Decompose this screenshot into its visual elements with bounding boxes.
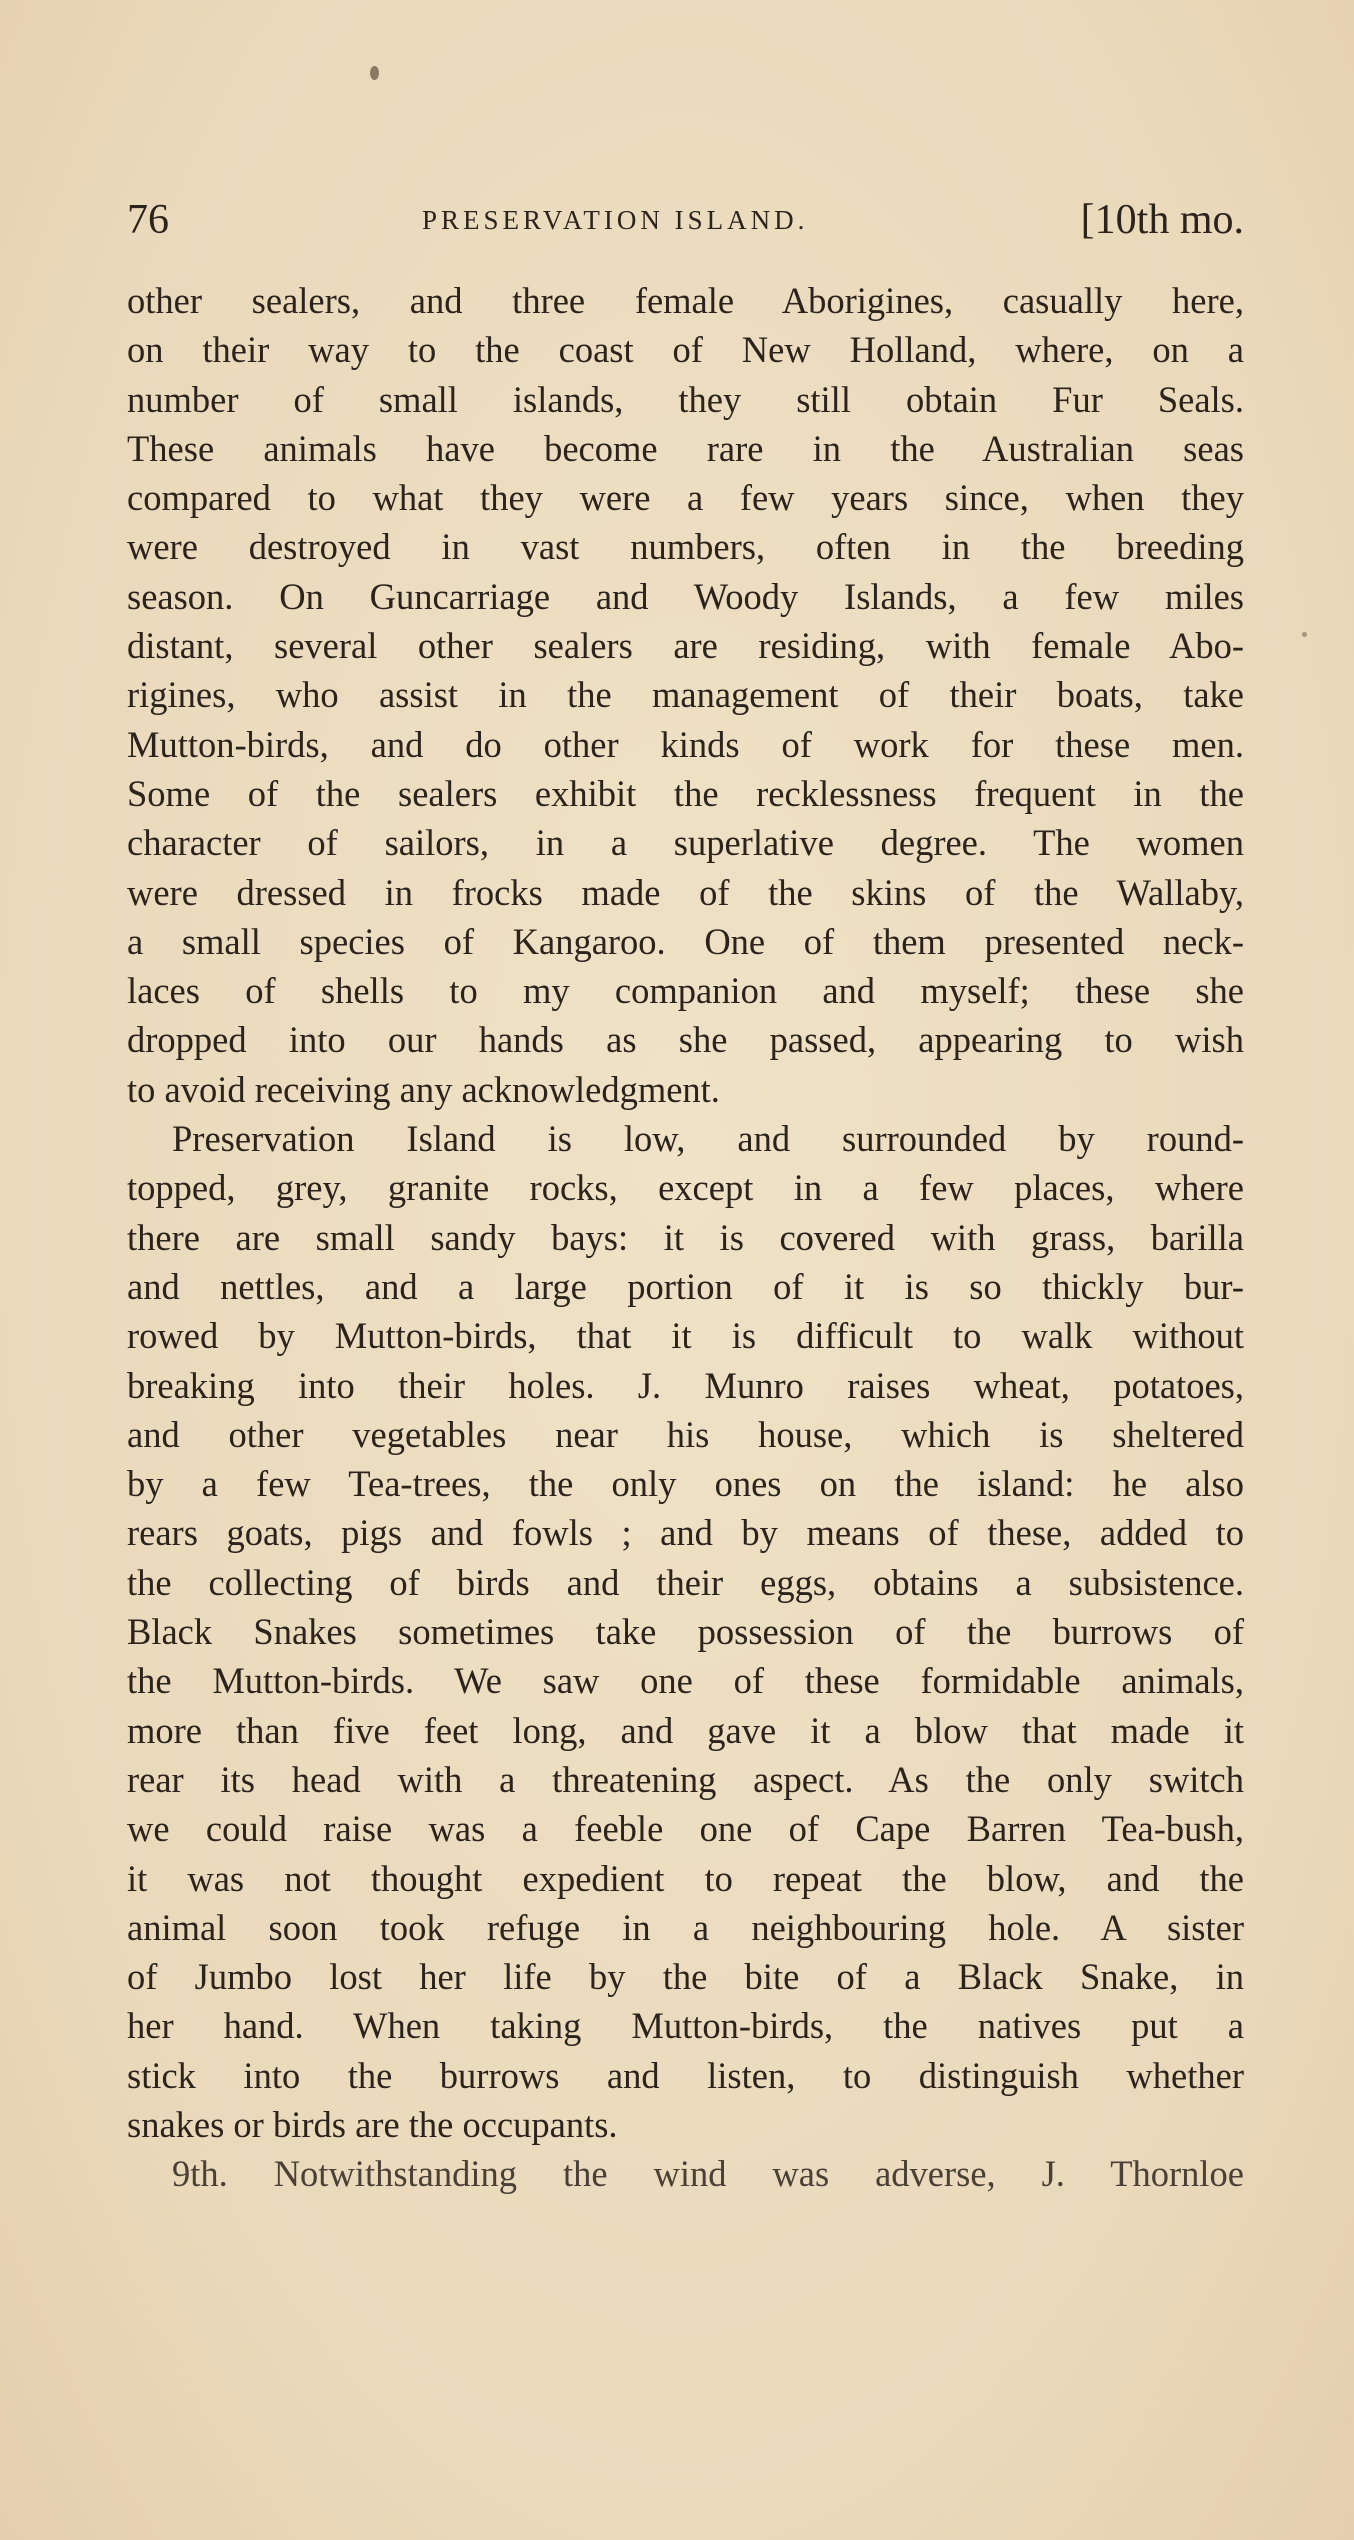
text-line: These animals have become rare in the Australian seas [127, 427, 1244, 469]
text-line: of Jumbo lost her life by the bite of a Black Snake, in [127, 1956, 1244, 1998]
text-line: there are small sandy bays: it is covered with grass, barilla [127, 1216, 1244, 1258]
running-head [127, 190, 1244, 250]
text-line: Black Snakes sometimes take possession of the burrows of [127, 1611, 1244, 1653]
text-line: the collecting of birds and their eggs, obtains a subsistence. [127, 1561, 1244, 1603]
page-number: 76 [127, 197, 169, 243]
text-line: we could raise was a feeble one of Cape Barren Tea-bush, [127, 1808, 1244, 1850]
text-line: other sealers, and three female Aborigines, casually here, [127, 280, 1244, 321]
text-line: and nettles, and a large portion of it is so thickly bur- [127, 1265, 1244, 1307]
text-line: Some of the sealers exhibit the recklessness frequent in the [127, 772, 1244, 814]
text-line: more than five feet long, and gave it a blow that made it [127, 1709, 1244, 1751]
text-line: were dressed in frocks made of the skins of the Wallaby, [127, 871, 1244, 913]
text-line: rear its head with a threatening aspect. As the only switch [127, 1758, 1244, 1800]
paragraph-end-line: to avoid receiving any acknowledgment. [127, 1068, 720, 1110]
ink-speck [370, 66, 379, 80]
text-line: character of sailors, in a superlative degree. The women [127, 822, 1244, 864]
text-line: rigines, who assist in the management of their boats, take [127, 674, 1244, 716]
text-line: rears goats, pigs and fowls ; and by means of these, added to [127, 1512, 1244, 1554]
text-line: dropped into our hands as she passed, appearing to wish [127, 1019, 1244, 1061]
text-line: were destroyed in vast numbers, often in the breeding [127, 526, 1244, 568]
text-line: a small species of Kangaroo. One of them presented neck- [127, 920, 1244, 962]
text-line: number of small islands, they still obtain Fur Seals. [127, 378, 1244, 420]
text-line: distant, several other sealers are residing, with female Abo- [127, 625, 1244, 667]
body-text [127, 276, 1244, 2199]
text-line: topped, grey, granite rocks, except in a few places, where [127, 1167, 1244, 1209]
text-line: laces of shells to my companion and myself; these she [127, 970, 1244, 1012]
running-title: PRESERVATION ISLAND. [422, 205, 809, 235]
text-line: on their way to the coast of New Holland, where, on a [127, 329, 1244, 371]
text-line: compared to what they were a few years since, when they [127, 477, 1244, 519]
date-marker: [10th mo. [1080, 197, 1244, 243]
text-line: the Mutton-birds. We saw one of these formidable animals, [127, 1660, 1244, 1702]
text-line: breaking into their holes. J. Munro raises wheat, potatoes, [127, 1364, 1244, 1406]
paragraph-end-line: snakes or birds are the occupants. [127, 2103, 618, 2145]
paragraph-start-line: 9th. Notwithstanding the wind was adverse, J. Thornloe [172, 2153, 1244, 2195]
paragraph-start-line: Preservation Island is low, and surrounded by round- [172, 1118, 1244, 1160]
ink-speck [1302, 632, 1307, 637]
text-line: animal soon took refuge in a neighbouring hole. A sister [127, 1906, 1244, 1948]
text-line: it was not thought expedient to repeat the blow, and the [127, 1857, 1244, 1899]
text-line: and other vegetables near his house, which is sheltered [127, 1413, 1244, 1455]
text-line: her hand. When taking Mutton-birds, the natives put a [127, 2005, 1244, 2047]
text-line: rowed by Mutton-birds, that it is difficult to walk without [127, 1315, 1244, 1357]
text-line: stick into the burrows and listen, to distinguish whether [127, 2054, 1244, 2096]
text-line: season. On Guncarriage and Woody Islands, a few miles [127, 575, 1244, 617]
text-line: by a few Tea-trees, the only ones on the island: he also [127, 1463, 1244, 1505]
text-line: Mutton-birds, and do other kinds of work for these men. [127, 723, 1244, 765]
